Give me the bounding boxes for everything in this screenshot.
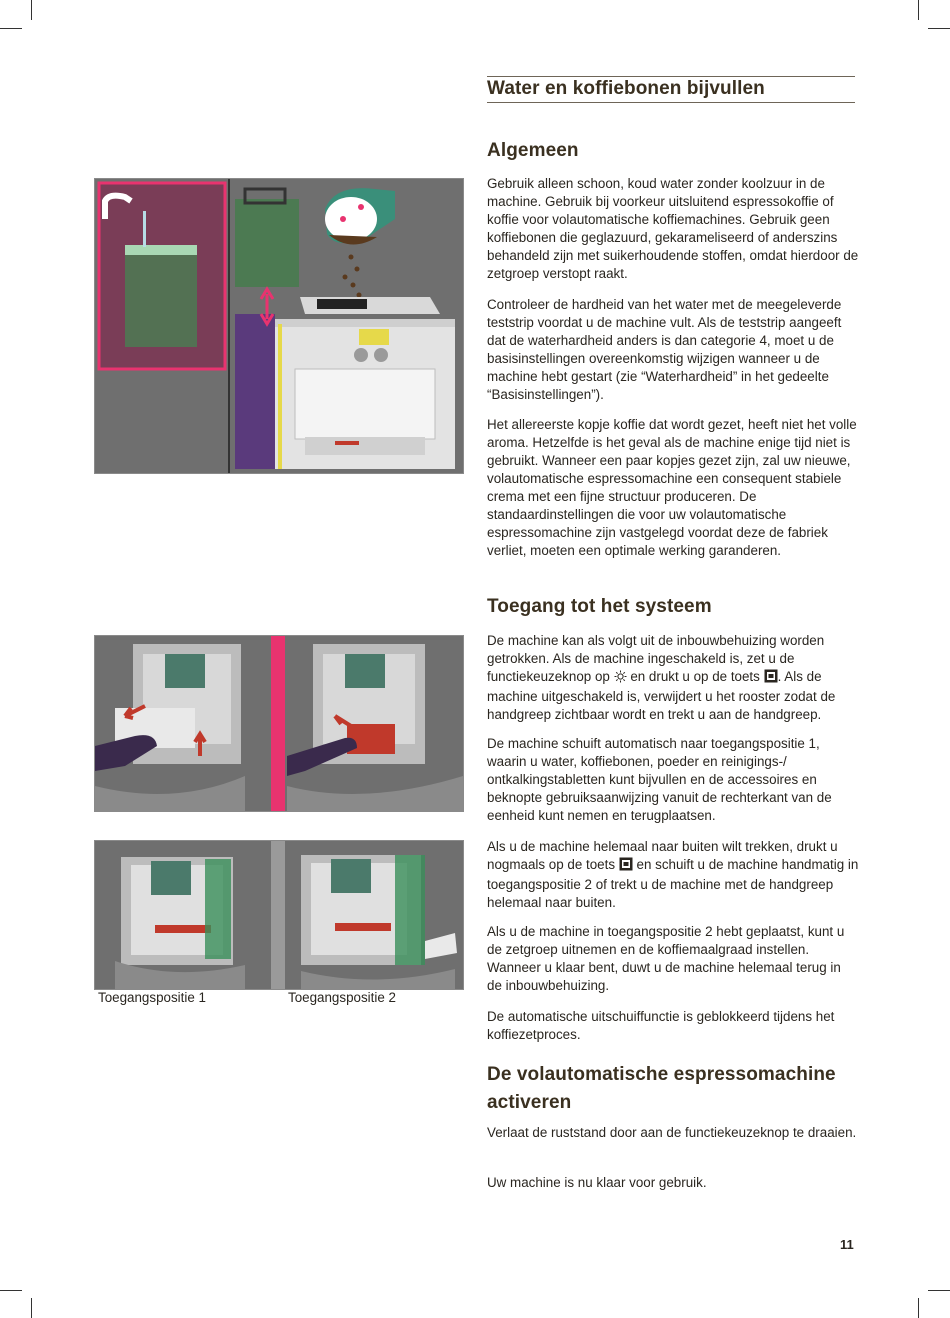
illustration-filling	[94, 178, 464, 474]
paragraph-text: en drukt u op de toets	[630, 669, 760, 684]
paragraph: Uw machine is nu klaar voor gebruik.	[487, 1175, 707, 1190]
sun-icon	[614, 670, 627, 688]
machine-button-icon	[619, 857, 633, 876]
crop-mark	[928, 1290, 950, 1291]
section-title-line: De volautomatische espressomachine	[487, 1064, 836, 1085]
section-title-algemeen: Algemeen	[487, 140, 579, 161]
section-title-toegang: Toegang tot het systeem	[487, 596, 712, 617]
section-title-line: activeren	[487, 1092, 572, 1113]
paragraph: Het allereerste kopje koffie dat wordt gezet, heeft niet het volle aroma. Hetzelfde is het geval als de machine enige tijd niet is gebruikt. Wanneer een paar kopjes gezet zijn, zal uw nieuwe, volautomatische espressomachine een consequent stabiele crema met een fijne structuur produceren. De standaardinstellingen die voor uw volautomatische espressomachine zijn vastgelegd voordat deze de fabriek verliet, moeten een optimale werking garanderen.	[487, 417, 857, 558]
paragraph: Gebruik alleen schoon, koud water zonder koolzuur in de machine. Gebruik bij voorkeur uitsluitend espressokoffie of koffie voor volautomatische koffiemachines. Gebruik geen koffiebonen die geglazuurd, gekarameliseerd of anderszins behandeld zijn met suikerhoudende stoffen, omdat hierdoor de zetgroep verstopt raakt.	[487, 176, 859, 281]
crop-mark	[918, 0, 919, 20]
paragraph-text: Als u de machine helemaal naar buiten wilt trekken, drukt u nogmaals op de toets	[487, 839, 838, 872]
paragraph: De automatische uitschuiffunctie is geblokkeerd tijdens het koffiezetproces.	[487, 1009, 835, 1042]
crop-mark	[0, 28, 22, 29]
crop-mark	[918, 1298, 919, 1318]
paragraph: De machine schuift automatisch naar toegangspositie 1, waarin u water, koffiebonen, poeder en reinigings-/ ontkalkingstabletten kunt bijvullen en de accessoires en beknopte gebruiksaanwijzing vanuit de rechterkant van de eenheid kunt nemen en terugplaatsen.	[487, 736, 832, 823]
paragraph-text: en schuift u de machine handmatig in toegangspositie 2 of trekt u de machine met de handgreep helemaal naar buiten.	[487, 857, 859, 910]
machine-button-icon	[764, 669, 778, 688]
header-rule-bottom	[487, 102, 855, 103]
paragraph	[487, 632, 859, 724]
crop-mark	[0, 1290, 22, 1291]
paragraph	[487, 838, 859, 912]
caption-position-1: Toegangspositie 1	[98, 990, 206, 1005]
page-title: Water en koffiebonen bijvullen	[487, 78, 765, 99]
caption-position-2: Toegangspositie 2	[288, 990, 396, 1005]
paragraph: Als u de machine in toegangspositie 2 hebt geplaatst, kunt u de zetgroep uitnemen en de koffiemaalgraad instellen. Wanneer u klaar bent, duwt u de machine helemaal terug in de inbouwbehuizing.	[487, 924, 845, 993]
paragraph-text: De machine kan als volgt uit de inbouwbehuizing worden getrokken. Als de machine ingeschakeld is, zet u de functiekeuzeknop op	[487, 633, 825, 684]
paragraph-text: . Als de machine uitgeschakeld is, verwijdert u het rooster zodat de handgreep zichtbaar wordt en trekt u aan de handgreep.	[487, 669, 836, 722]
paragraph: Verlaat de ruststand door aan de functiekeuzeknop te draaien.	[487, 1125, 857, 1140]
crop-mark	[31, 1298, 32, 1318]
header-rule-top	[487, 76, 855, 77]
page-number: 11	[840, 1237, 854, 1252]
illustration-access-positions	[94, 840, 464, 990]
paragraph: Controleer de hardheid van het water met de meegeleverde teststrip voordat u de machine vult. Als de teststrip aangeeft dat de waterhardheid anders is dan categorie 4, moet u de basisinstellingen overeenkomstig wijzigen wanneer u de machine hebt gestart (zie “Waterhardheid” in het gedeelte “Basisinstellingen”).	[487, 297, 842, 402]
crop-mark	[928, 28, 950, 29]
section-title-activeren	[487, 1061, 836, 1117]
illustration-access-pull	[94, 635, 464, 812]
crop-mark	[31, 0, 32, 20]
